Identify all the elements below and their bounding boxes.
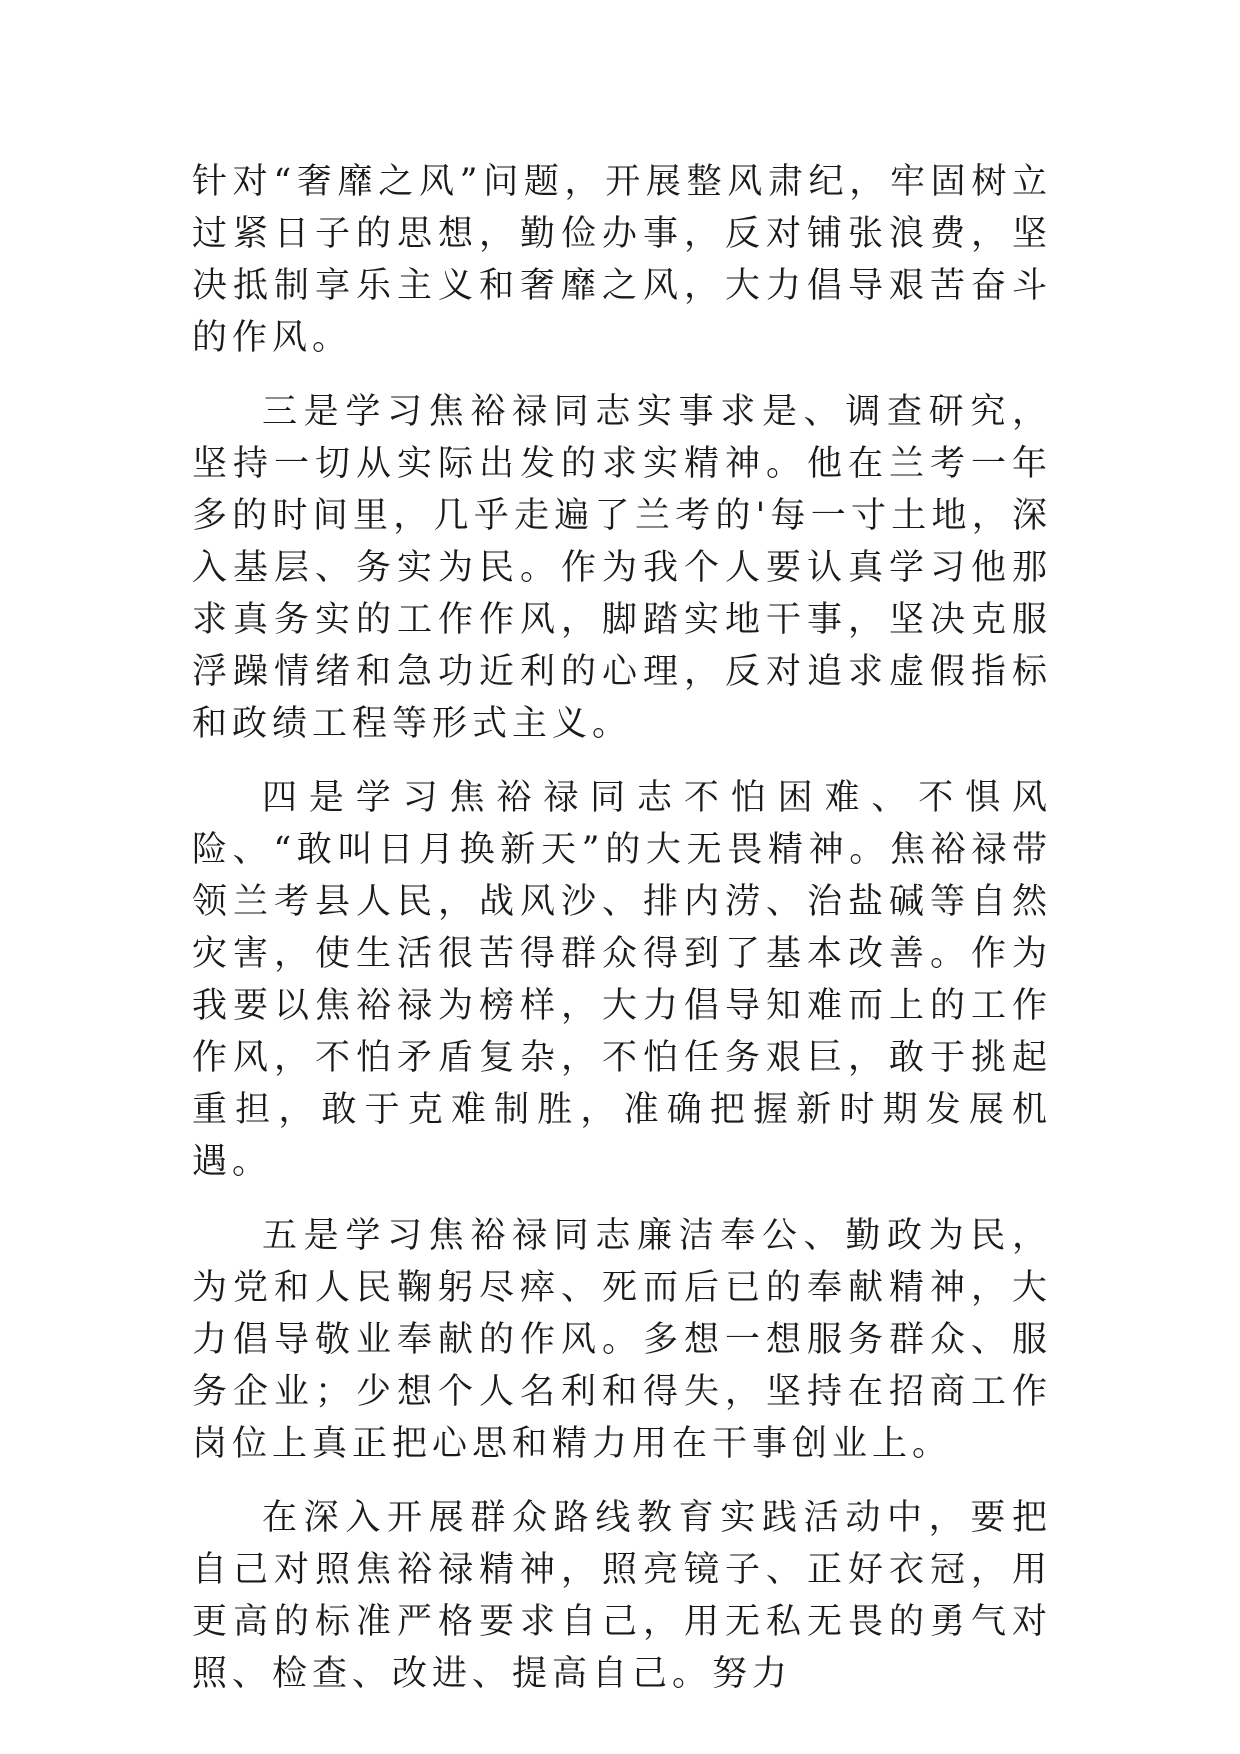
paragraph-conclusion: 在深入开展群众路线教育实践活动中，要把自己对照焦裕禄精神，照亮镜子、正好衣冠，用更高的标准严格要求自己，用无私无畏的勇气对照、检查、改进、提高自己。努力 <box>192 1498 1052 1694</box>
paragraph-continuation: 针对“奢靡之风”问题，开展整风肃纪，牢固树立过紧日子的思想，勤俭办事，反对铺张浪费，坚决抵制享乐主义和奢靡之风，大力倡导艰苦奋斗的作风。 <box>192 162 1052 358</box>
paragraph-point-four: 四是学习焦裕禄同志不怕困难、不惧风险、“敢叫日月换新天”的大无畏精神。焦裕禄带领兰考县人民，战风沙、排内涝、治盐碱等自然灾害，使生活很苦得群众得到了基本改善。作为我要以焦裕禄为榜样，大力倡导知难而上的工作作风，不怕矛盾复杂，不怕任务艰巨，敢于挑起重担，敢于克难制胜，准确把握新时期发展机遇。 <box>192 778 1052 1182</box>
paragraph-point-three: 三是学习焦裕禄同志实事求是、调查研究，坚持一切从实际出发的求实精神。他在兰考一年多的时间里，几乎走遍了兰考的'每一寸土地，深入基层、务实为民。作为我个人要认真学习他那求真务实的工作作风，脚踏实地干事，坚决克服浮躁情绪和急功近利的心理，反对追求虚假指标和政绩工程等形式主义。 <box>192 392 1052 744</box>
document-body <box>192 156 1052 1722</box>
paragraph-point-five: 五是学习焦裕禄同志廉洁奉公、勤政为民，为党和人民鞠躬尽瘁、死而后已的奉献精神，大力倡导敬业奉献的作风。多想一想服务群众、服务企业；少想个人名利和得失，坚持在招商工作岗位上真正把心思和精力用在干事创业上。 <box>192 1216 1052 1464</box>
